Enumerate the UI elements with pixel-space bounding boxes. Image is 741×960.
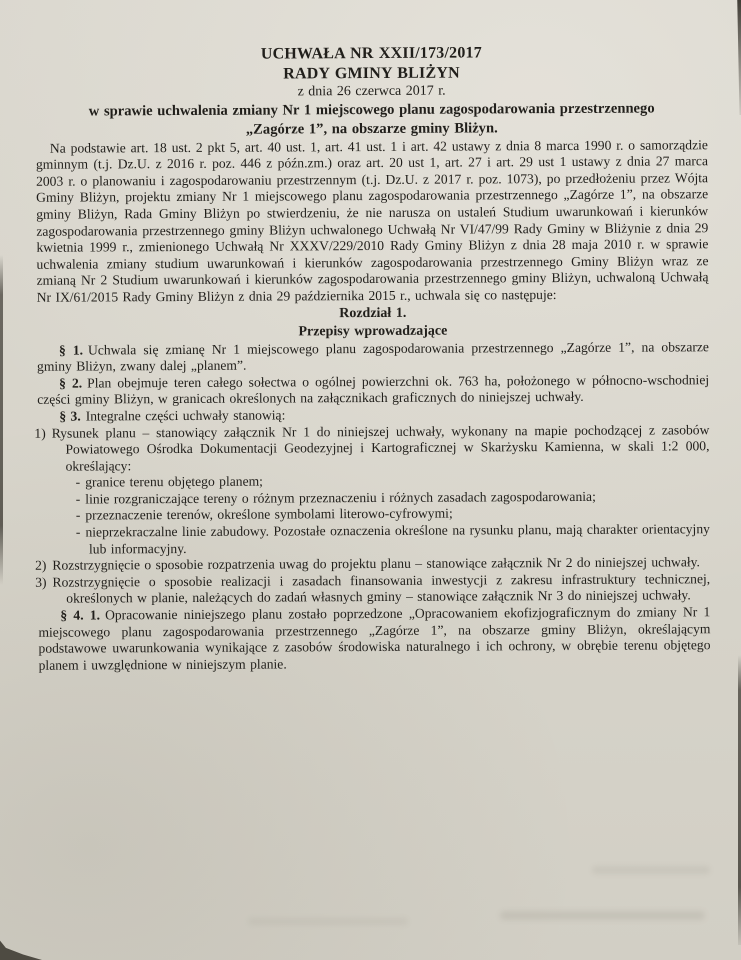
subject-line-1: w sprawie uchwalenia zmiany Nr 1 miejscowego planu zagospodarowania przestrzennego: [88, 100, 655, 120]
list-item-1-marker: 1): [34, 425, 46, 441]
section-4: [38, 604, 710, 674]
section-2-label: § 2.: [59, 375, 83, 391]
chapter-title: Przepisy wprowadzające: [298, 323, 448, 339]
document-content: [35, 42, 710, 674]
document-subject: [36, 99, 708, 141]
scan-edge-top-right: [736, 0, 741, 115]
bleedthrough-smudge: [592, 866, 710, 874]
dash-item-2-marker: -: [75, 491, 81, 507]
dash-item-4-marker: -: [75, 524, 81, 540]
dash-item-1-text: granice terenu objętego planem;: [85, 473, 263, 490]
list-item-3-text: Rozstrzygnięcie o sposobie realizacji i zasadach finansowania inwestycji z zakresu infrastruktury technicznej, określonych w planie, należących do zadań własnych gminy – stanowiące załącznik Nr 3 do niniejszej uchwały.: [52, 571, 711, 607]
chapter-number: Rozdział 1.: [339, 305, 407, 321]
section-3-label: § 3.: [59, 408, 81, 424]
bleedthrough-smudge: [248, 918, 408, 925]
list-item-2-text: Rozstrzygnięcie o sposobie rozpatrzenia uwag do projektu planu – stanowiące załącznik Nr 2 do niniejszej uchwały.: [52, 554, 700, 573]
bleedthrough-smudge: [500, 911, 705, 920]
section-4-label: § 4. 1.: [60, 607, 101, 623]
dash-item-2-text: linie rozgraniczające tereny o różnym przeznaczeniu i różnych zasadach zagospodarowania;: [85, 488, 596, 507]
list-item-1: [34, 421, 710, 475]
list-item-3-marker: 3): [35, 574, 47, 590]
list-item-1-text: Rysunek planu – stanowiący załącznik Nr 1 do niniejszej uchwały, wykonany na mapie pochodzącej z zasobów Powiatowego Ośrodka Dokumentacji Geodezyjnej i Kartograficznej w Skarżysku Kamienna, w skali 1:2 000, określający:: [51, 421, 710, 474]
legal-preamble: Na podstawie art. 18 ust. 2 pkt 5, art. 40 ust. 1, art. 41 ust. 1 i art. 42 ustawy z dnia 8 marca 1990 r. o samorządzie gminnym (t.j. Dz.U. z 2016 r. poz. 446 z późn.zm.) oraz art. 20 ust 1, art. 27 i art. 29 ust 1 ustawy z dnia 27 marca 2003 r. o planowaniu i zagospodarowaniu przestrzennym (t.j. Dz.U. z 2017 r. poz. 1073), po przedłożeniu przez Wójta Gminy Bliżyn, projektu zmiany Nr 1 miejscowego planu zagospodarowania przestrzennego „Zagórze 1”, na obszarze gminy Bliżyn, Rada Gminy Bliżyn po stwierdzeniu, że nie narusza on ustaleń Studium uwarunkowań i kierunków zagospodarowania przestrzennego gminy Bliżyn uchwalonego Uchwałą Nr VI/47/99 Rady Gminy w Bliżynie z dnia 29 kwietnia 1999 r., zmienionego Uchwałą Nr XXXV/229/2010 Rady Gminy Bliżyn z dnia 28 maja 2010 r. w sprawie uchwalenia zmiany studium uwarunkowań i kierunków zagospodarowania przestrzennego Gminy Bliżyn wraz ze zmianą Nr 2 Studium uwarunkowań i kierunków zagospodarowania przestrzennego gminy Bliżyn, uchwaloną Uchwałą Nr IX/61/2015 Rady Gminy Bliżyn z dnia 29 października 2015 r., uchwala się co następuje:: [35, 136, 709, 305]
dash-item-3-text: przeznaczenie terenów, określone symbolami literowo-cyfrowymi;: [85, 506, 453, 523]
section-2-text: Plan obejmuje teren całego sołectwa o ogólnej powierzchni ok. 763 ha, położonego w północno-wschodniej części gminy Bliżyn, w granicach określonych na załącznikach graficznych do niniejszej uchwały.: [37, 371, 710, 408]
dash-item-1-marker: -: [75, 474, 81, 490]
dash-item-4: [38, 521, 710, 558]
chapter-heading: [37, 303, 709, 343]
scan-edge-bottom-left-corner: [0, 938, 42, 960]
document-title: [35, 42, 707, 86]
scan-edge-left: [0, 255, 3, 585]
list-item-2-marker: 2): [35, 557, 47, 574]
dash-item-4-text: nieprzekraczalne linie zabudowy. Pozostałe oznaczenia określone na rysunku planu, mają charakter orientacyjny lub informacyjny.: [85, 521, 710, 557]
section-3-text: Integralne części uchwały stanowią:: [85, 407, 286, 424]
section-1-label: § 1.: [58, 342, 84, 358]
title-line-1: UCHWAŁA NR XXII/173/2017: [260, 44, 482, 63]
title-line-2: RADY GMINY BLIŻYN: [283, 64, 460, 83]
dash-item-3-marker: -: [75, 508, 81, 524]
section-1-text: Uchwala się zmianę Nr 1 miejscowego planu zagospodarowania przestrzennego „Zagórze 1”, na obszarze gminy Bliżyn, zwany dalej „planem”.: [36, 338, 709, 374]
section-2: [37, 372, 709, 409]
document-date: z dnia 26 czerwca 2017 r.: [297, 83, 446, 100]
list-item-3: [35, 571, 711, 608]
section-1: [37, 339, 709, 376]
subject-line-2: „Zagórze 1”, na obszarze gminy Bliżyn.: [245, 119, 498, 138]
section-4-text: Opracowanie niniejszego planu zostało poprzedzone „Opracowaniem ekofizjograficznym do zmiany Nr 1 miejscowego planu zagospodarowania przestrzennego „Zagórze 1”, na obszarze gminy Bliżyn, określającym podstawowe uwarunkowania wynikające z zasobów środowiska naturalnego i ich ochrony, w obrębie terenu objętego planem i uwzględnione w niniejszym planie.: [38, 604, 711, 673]
